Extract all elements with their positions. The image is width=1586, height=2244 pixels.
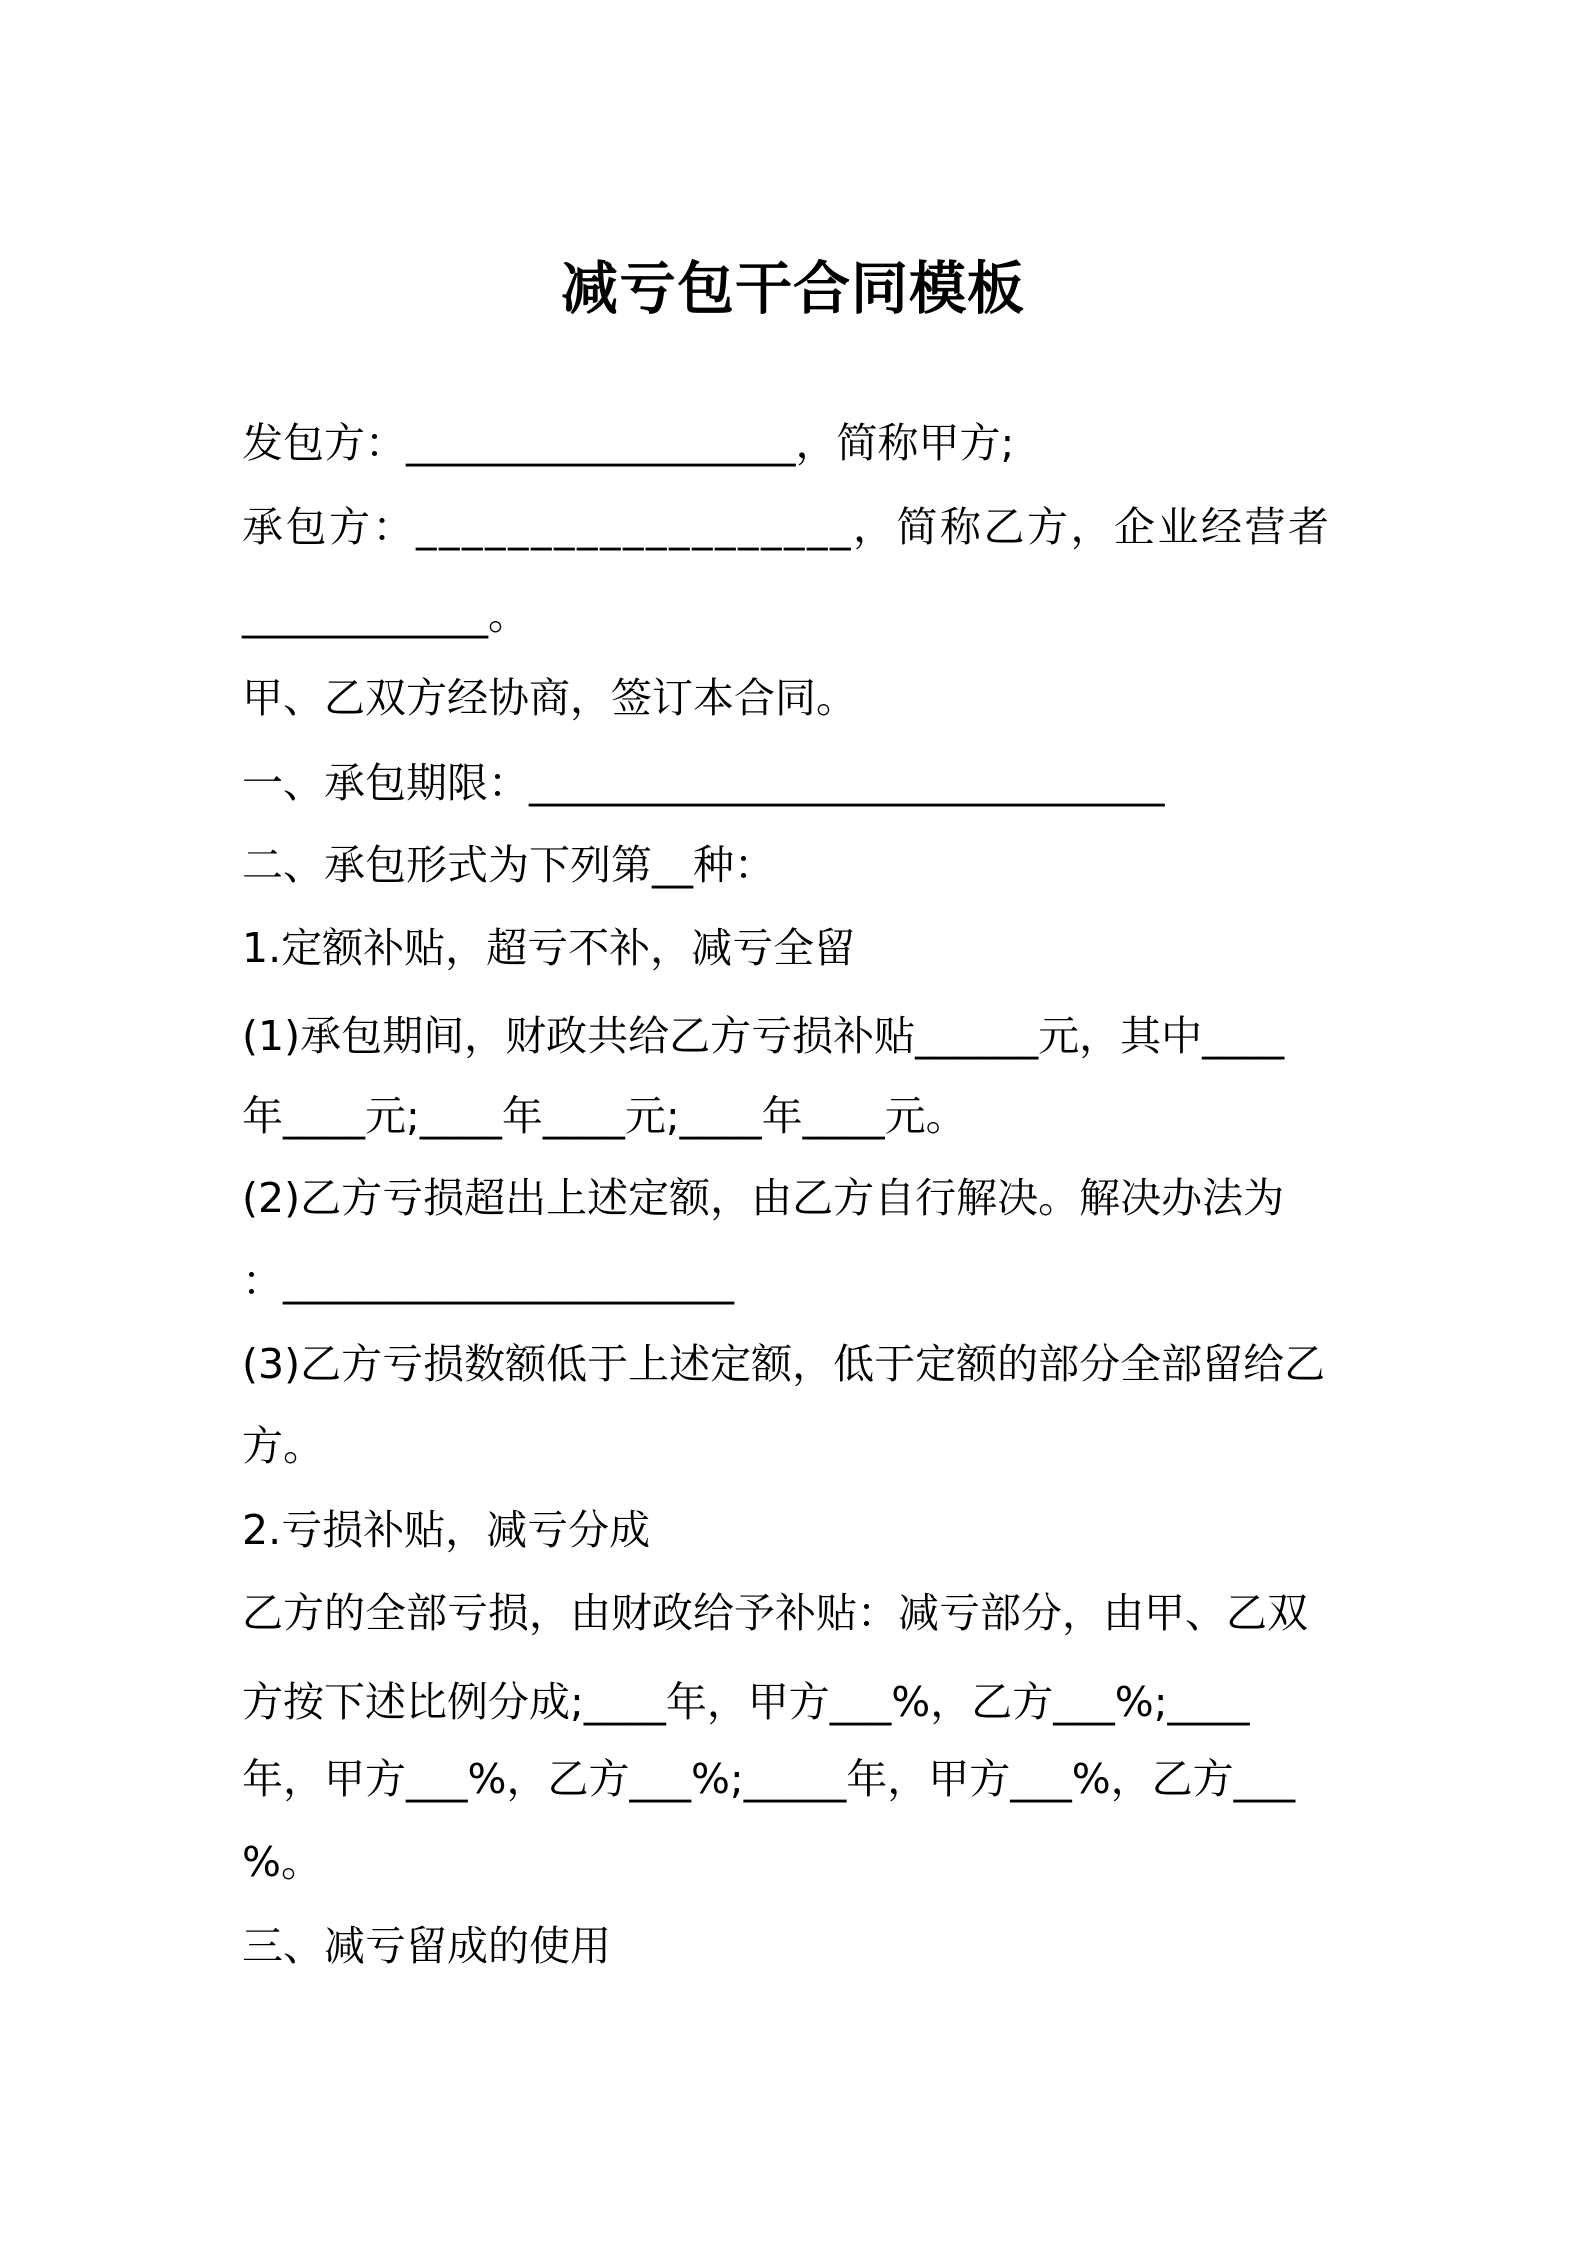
contract-line-agreement: 甲、乙双方经协商，签订本合同。 — [242, 674, 857, 722]
item-1-clause-1: (1)承包期间，财政共给乙方亏损补贴______元，其中____ — [242, 1012, 1285, 1060]
section-1-term: 一、承包期限：_______________________________ — [242, 759, 1165, 807]
item-2-body-3: 年，甲方___%，乙方___%;_____年，甲方___%，乙方___ — [242, 1755, 1296, 1803]
item-2-heading: 2.亏损补贴，减亏分成 — [242, 1506, 651, 1554]
item-1-heading: 1.定额补贴，超亏不补，减亏全留 — [242, 924, 856, 972]
document-title: 减亏包干合同模板 — [561, 256, 1025, 322]
section-2-form: 二、承包形式为下列第__种： — [242, 841, 775, 889]
item-2-body-1: 乙方的全部亏损，由财政给予补贴：减亏部分，由甲、乙双 — [242, 1589, 1308, 1637]
item-1-clause-3-cont: 方。 — [242, 1422, 324, 1470]
contract-line-contractor: 承包方：___________________，简称乙方，企业经营者 — [242, 503, 1332, 551]
item-2-body-4: %。 — [242, 1838, 322, 1886]
section-3-heading: 三、减亏留成的使用 — [242, 1922, 611, 1970]
contract-line-issuer: 发包方：___________________，简称甲方; — [242, 419, 1015, 467]
item-1-clause-2: (2)乙方亏损超出上述定额，由乙方自行解决。解决办法为 — [242, 1174, 1285, 1222]
item-2-body-2: 方按下述比例分成;____年，甲方___%，乙方___%;____ — [242, 1678, 1250, 1726]
item-1-clause-2-cont: ：______________________ — [242, 1257, 734, 1305]
contract-line-operator: ____________。 — [242, 591, 529, 639]
item-1-clause-3: (3)乙方亏损数额低于上述定额，低于定额的部分全部留给乙 — [242, 1340, 1326, 1388]
item-1-clause-1-cont: 年____元;____年____元;____年____元。 — [242, 1092, 967, 1140]
